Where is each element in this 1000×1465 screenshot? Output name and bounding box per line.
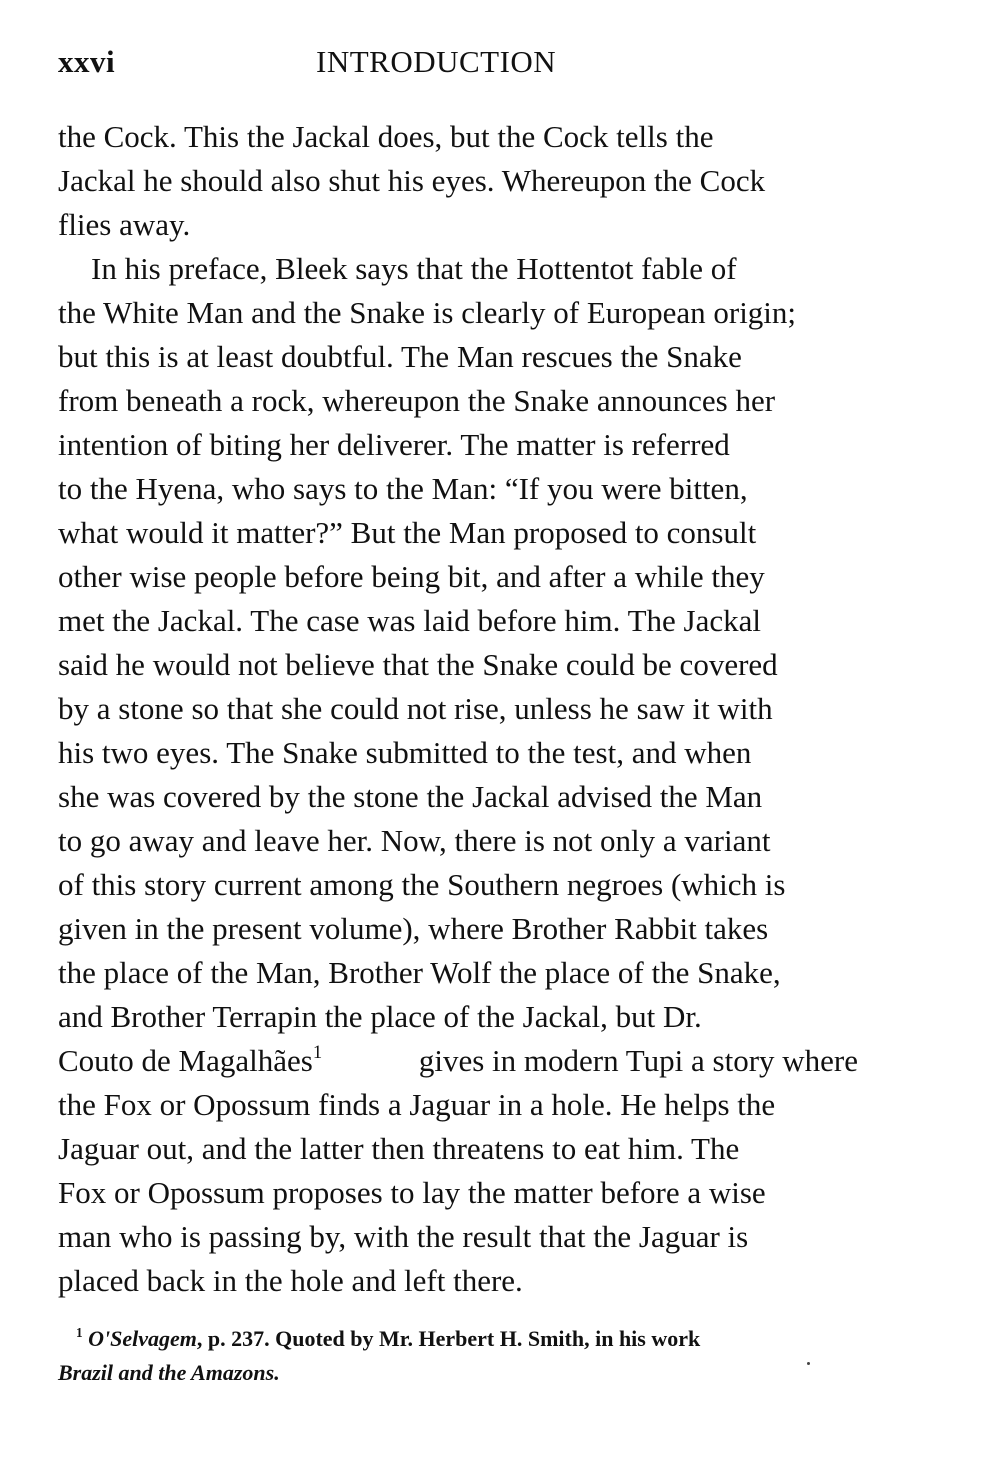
footnote-reference[interactable]: 1 <box>312 1041 323 1063</box>
text-line: Jackal he should also shut his eyes. Whereupon the Cock <box>58 163 766 198</box>
text-line: met the Jackal. The case was laid before him. The Jackal <box>58 603 761 638</box>
footnote-work-title: Brazil and the Amazons. <box>58 1360 280 1385</box>
text-line: given in the present volume), where Brother Rabbit takes <box>58 911 769 946</box>
text-line: other wise people before being bit, and after a while they <box>58 559 765 594</box>
text-line: but this is at least doubtful. The Man rescues the Snake <box>58 339 742 374</box>
text-line: In his preface, Bleek says that the Hottentot fable of <box>91 251 737 286</box>
text-line: Couto de Magalhães$^1$ gives in modern Tupi a story where <box>58 1039 858 1083</box>
text-line: intention of biting her deliverer. The matter is referred <box>58 427 730 462</box>
text-line: placed back in the hole and left there. <box>58 1263 523 1298</box>
footnote <box>58 1322 858 1390</box>
text-line: man who is passing by, with the result that the Jaguar is <box>58 1219 749 1254</box>
text-line: the White Man and the Snake is clearly of European origin; <box>58 295 797 330</box>
text-line: to the Hyena, who says to the Man: “If you were bitten, <box>58 471 748 506</box>
body-text <box>58 115 858 1303</box>
footnote-source-title: O'Selvagem <box>88 1326 197 1351</box>
text-line: from beneath a rock, whereupon the Snake announces her <box>58 383 776 418</box>
text-line: the Cock. This the Jackal does, but the Cock tells the <box>58 119 714 154</box>
print-speck <box>807 1362 810 1365</box>
text-line: his two eyes. The Snake submitted to the test, and when <box>58 735 752 770</box>
text-line: of this story current among the Southern negroes (which is <box>58 867 786 902</box>
text-line: Jaguar out, and the latter then threatens to eat him. The <box>58 1131 740 1166</box>
text-line: to go away and leave her. Now, there is not only a variant <box>58 823 771 858</box>
text-line: she was covered by the stone the Jackal advised the Man <box>58 779 763 814</box>
page-number: xxvi <box>58 44 116 79</box>
footnote-marker: 1 <box>76 1324 83 1340</box>
text-line: the place of the Man, Brother Wolf the place of the Snake, <box>58 955 781 990</box>
text-line: what would it matter?” But the Man proposed to consult <box>58 515 757 550</box>
footnote-text: , p. 237. Quoted by Mr. Herbert H. Smith, in his work <box>196 1326 701 1351</box>
text-line: Fox or Opossum proposes to lay the matter before a wise <box>58 1175 766 1210</box>
text-line: flies away. <box>58 207 191 242</box>
running-head: INTRODUCTION <box>316 44 557 79</box>
text-line: the Fox or Opossum finds a Jaguar in a hole. He helps the <box>58 1087 776 1122</box>
text-line: said he would not believe that the Snake could be covered <box>58 647 778 682</box>
page-header <box>58 44 858 94</box>
text-line: and Brother Terrapin the place of the Jackal, but Dr. <box>58 999 702 1034</box>
author-name: Couto de Magalhães <box>58 1043 313 1078</box>
text-line: by a stone so that she could not rise, unless he saw it with <box>58 691 773 726</box>
